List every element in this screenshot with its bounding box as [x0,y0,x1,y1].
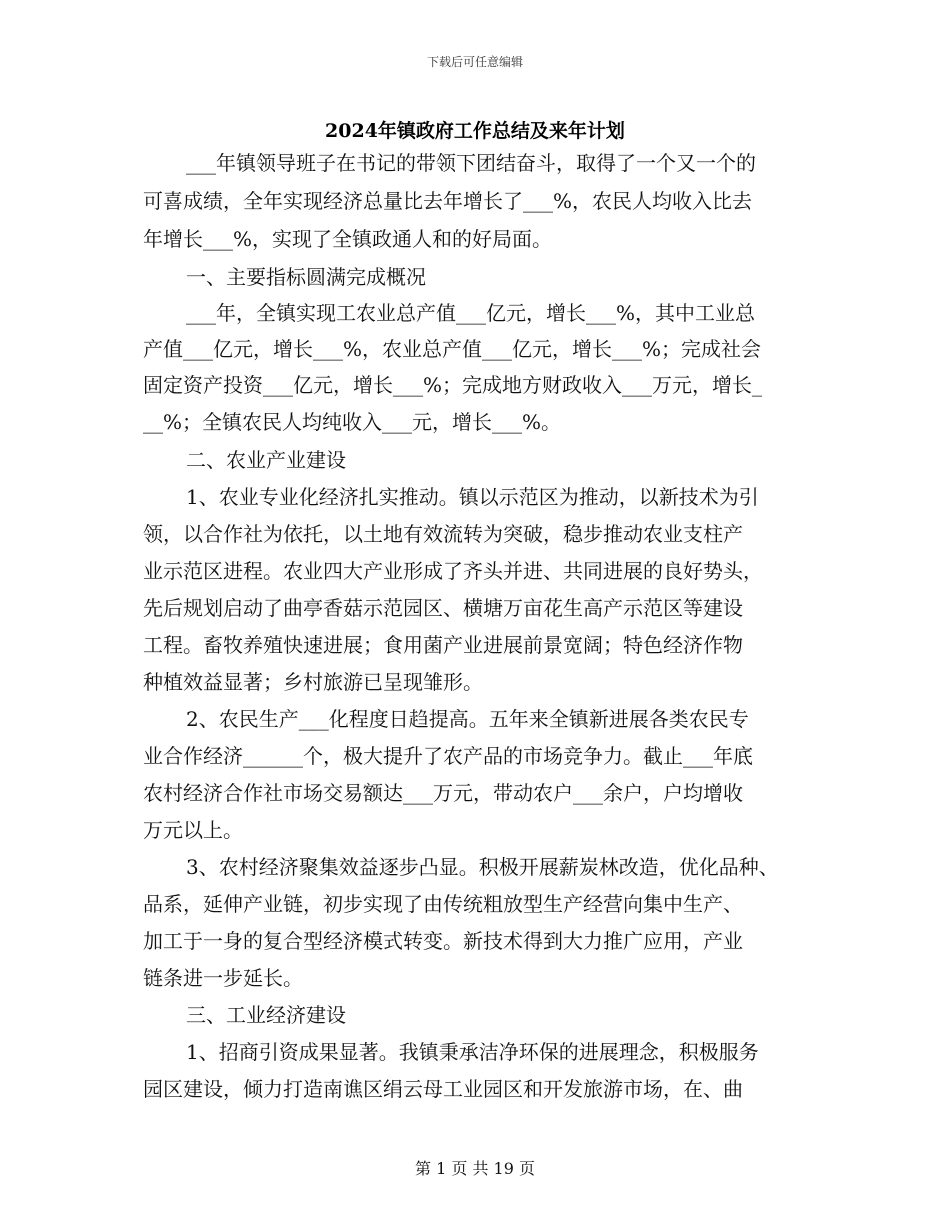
section-heading: 一、主要指标圆满完成概况 [186,265,426,289]
paragraph-line: 1、招商引资成果显著。我镇秉承洁净环保的进展理念，积极服务 [186,1040,759,1064]
paragraph-line: 链条进一步延长。 [143,966,303,990]
paragraph-line: 品系，延伸产业链，初步实现了由传统粗放型生产经营向集中生产、 [143,892,743,916]
paragraph-line: 3、农村经济聚集效益逐步凸显。积极开展薪炭林改造，优化品种、 [186,855,779,879]
paragraph-line: __%；全镇农民人均纯收入___元，增长___%。 [143,410,562,434]
paragraph-line: 业合作经济______个，极大提升了农产品的市场竞争力。截止___年底 [143,744,753,768]
paragraph-line: 工程。畜牧养殖快速进展；食用菌产业进展前景宽阔；特色经济作物 [143,633,743,657]
paragraph-line: ___年，全镇实现工农业总产值___亿元，增长___%，其中工业总 [186,301,756,325]
section-heading: 二、农业产业建设 [186,448,346,472]
paragraph-line: 1、农业专业化经济扎实推动。镇以示范区为推动，以新技术为引 [186,485,759,509]
paragraph-line: 先后规划启动了曲亭香菇示范园区、横塘万亩花生高产示范区等建设 [143,596,743,620]
paragraph-line: 园区建设，倾力打造南谯区绢云母工业园区和开发旅游市场，在、曲 [143,1077,743,1101]
paragraph-line: 农村经济合作社市场交易额达___万元，带动农户___余户，户均增收 [143,781,743,805]
page-footer: 第 1 页 共 19 页 [415,1159,535,1178]
paragraph-line: 业示范区进程。农业四大产业形成了齐头并进、共同进展的良好势头， [143,559,763,583]
paragraph-line: 固定资产投资___亿元，增长___%；完成地方财政收入___万元，增长_ [143,373,763,397]
paragraph-line: 2、农民生产___化程度日趋提高。五年来全镇新进展各类农民专 [186,707,749,731]
paragraph-line: 领，以合作社为依托，以土地有效流转为突破，稳步推动农业支柱产 [143,522,743,546]
paragraph-line: ___年镇领导班子在书记的带领下团结奋斗，取得了一个又一个的 [186,151,756,175]
document-title: 2024年镇政府工作总结及来年计划 [325,120,625,142]
paragraph-line: 种植效益显著；乡村旅游已呈现雏形。 [143,670,483,694]
section-heading: 三、工业经济建设 [186,1003,346,1027]
page-header: 下载后可任意编辑 [426,55,523,69]
paragraph-line: 年增长___%，实现了全镇政通人和的好局面。 [143,227,553,251]
paragraph-line: 加工于一身的复合型经济模式转变。新技术得到大力推广应用，产业 [143,929,743,953]
paragraph-line: 万元以上。 [143,818,243,842]
paragraph-line: 可喜成绩，全年实现经济总量比去年增长了___%，农民人均收入比去 [143,189,753,213]
paragraph-line: 产值___亿元，增长___%，农业总产值___亿元，增长___%；完成社会 [143,337,762,361]
